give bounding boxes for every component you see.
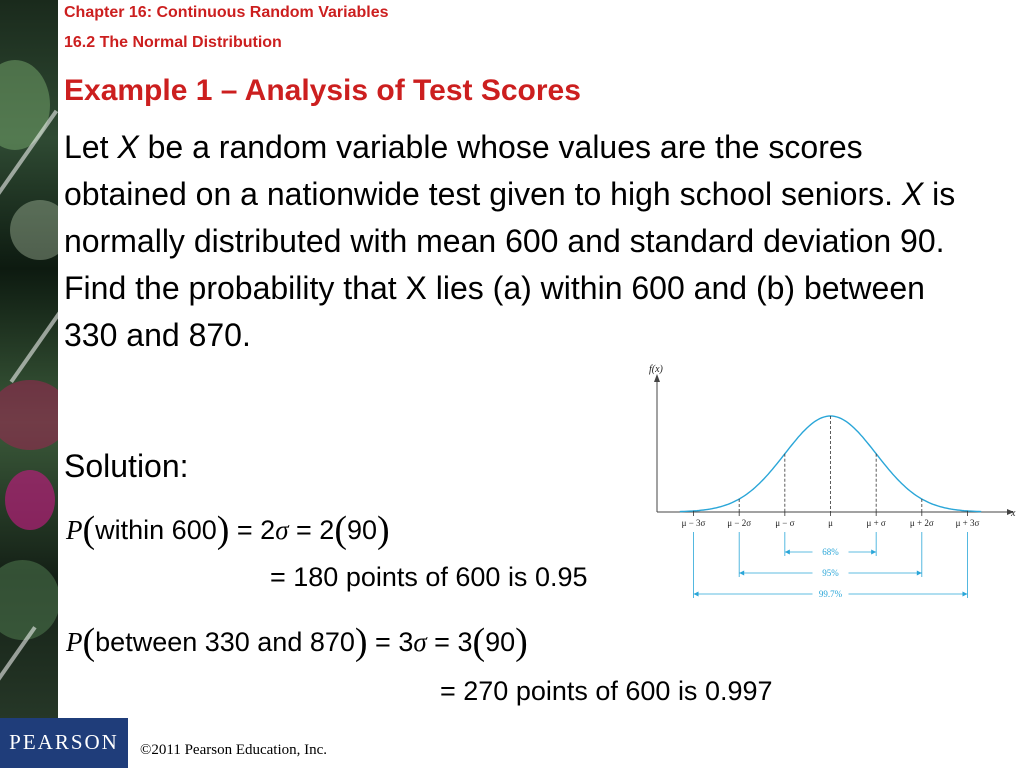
x-tick-label: μ + σ	[866, 518, 886, 528]
section-heading: 16.2 The Normal Distribution	[64, 34, 282, 51]
x-tick-label: μ + 3σ	[955, 518, 980, 528]
decorative-sidebar	[0, 0, 58, 768]
normal-distribution-chart	[644, 360, 1019, 605]
variable-x: X	[901, 176, 924, 212]
x-axis-label: x	[1011, 508, 1016, 519]
copyright-notice: ©2011 Pearson Education, Inc.	[140, 742, 328, 758]
interval-label: 95%	[822, 568, 839, 578]
x-tick-label: μ − σ	[775, 518, 795, 528]
equation-between-330-870: P(between 330 and 870) = 3σ = 3(90)	[66, 621, 528, 663]
interval-arrowhead-left	[694, 592, 699, 597]
interval-arrowhead-right	[962, 592, 967, 597]
equation-result-095: = 180 points of 600 is 0.95	[270, 562, 588, 592]
problem-statement: Let X be a random variable whose values are the scores obtained on a nationwide test given to high school seniors. X is normally distributed with mean 600 and standard deviation 90. Find the probability that X lies (a) within 600 and (b) between 330 and 870.	[64, 129, 956, 353]
y-axis-label: f(x)	[649, 364, 663, 375]
x-tick-label: μ + 2σ	[909, 518, 934, 528]
interval-label: 68%	[822, 547, 839, 557]
chapter-heading: Chapter 16: Continuous Random Variables	[64, 4, 389, 21]
x-tick-label: μ − 3σ	[681, 518, 706, 528]
equation-result-0997: = 270 points of 600 is 0.997	[440, 676, 773, 706]
y-axis-arrow	[654, 374, 660, 382]
slide-title: Example 1 – Analysis of Test Scores	[64, 74, 581, 107]
x-tick-label: μ	[828, 518, 833, 528]
interval-arrowhead-right	[917, 571, 922, 576]
interval-arrowhead-right	[871, 550, 876, 555]
interval-arrowhead-left	[739, 571, 744, 576]
interval-label: 99.7%	[818, 589, 843, 599]
solution-label: Solution:	[64, 448, 189, 484]
interval-arrowhead-left	[785, 550, 790, 555]
pearson-logo: PEARSON	[0, 718, 128, 768]
variable-x: X	[117, 129, 139, 165]
x-tick-label: μ − 2σ	[727, 518, 752, 528]
equation-within-600: P(within 600) = 2σ = 2(90)	[66, 509, 390, 551]
